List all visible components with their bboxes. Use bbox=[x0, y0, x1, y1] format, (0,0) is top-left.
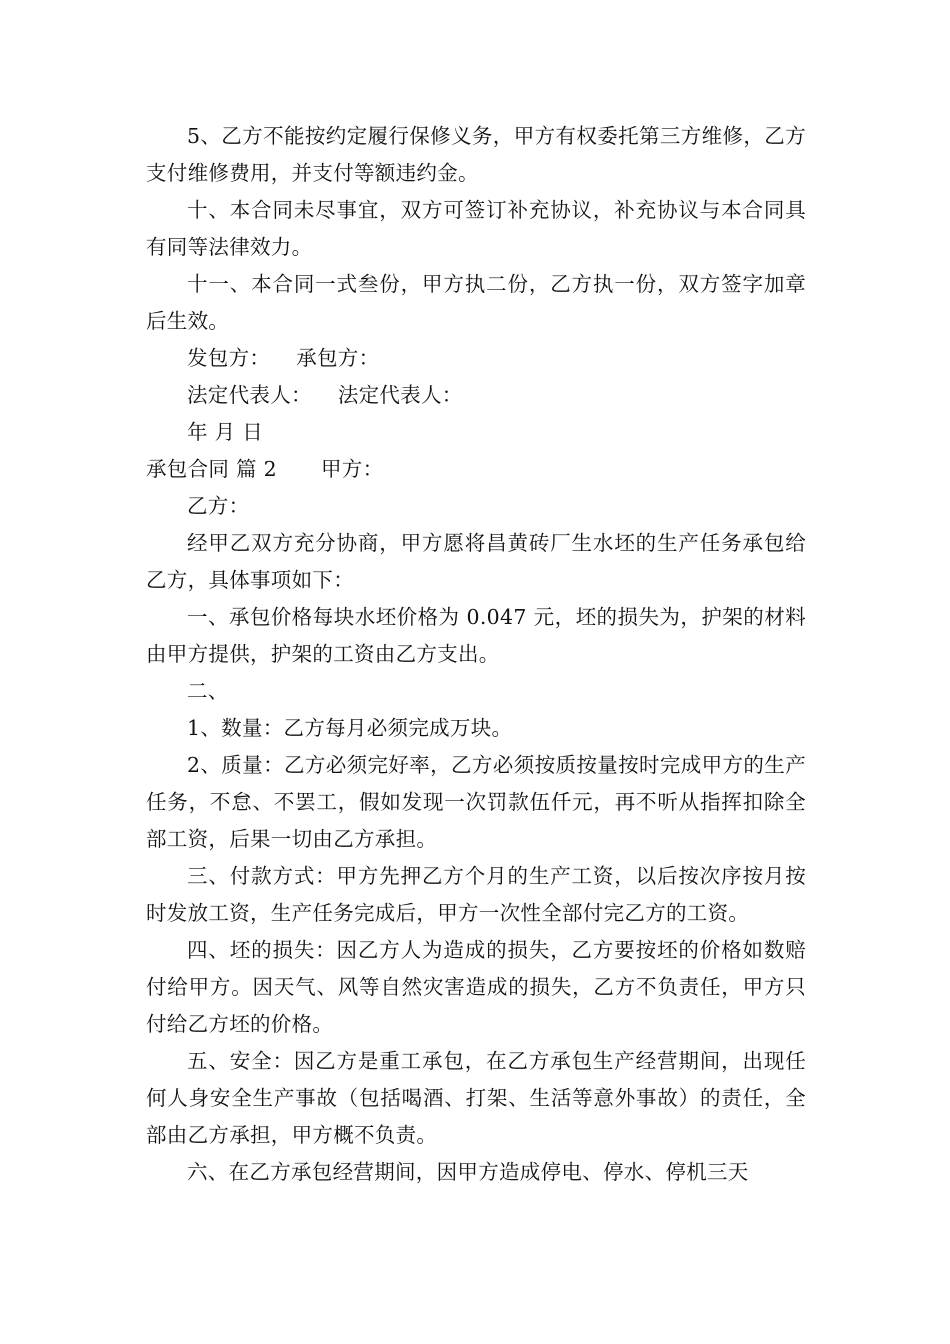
clause-10-supplementary: 十、本合同未尽事宜，双方可签订补充协议，补充协议与本合同具有同等法律效力。 bbox=[146, 198, 806, 259]
party-a-signature-label: 发包方： bbox=[187, 346, 271, 370]
clause-3-payment: 三、付款方式：甲方先押乙方个月的生产工资，以后按次序按月按时发放工资，生产任务完成后，甲方一次性全部付完乙方的工资。 bbox=[146, 864, 806, 925]
clause-11-copies: 十一、本合同一式叁份，甲方执二份，乙方执一份，双方签字加章后生效。 bbox=[146, 272, 806, 333]
clause-1-price: 一、承包价格每块水坯价格为 0.047 元，坯的损失为，护架的材料由甲方提供，护架的工资由乙方支出。 bbox=[146, 605, 806, 666]
clause-2-2-quality: 2、质量：乙方必须完好率，乙方必须按质按量按时完成甲方的生产任务，不怠、不罢工，假如发现一次罚款伍仟元，再不听从指挥扣除全部工资，后果一切由乙方承担。 bbox=[146, 753, 806, 851]
clause-6-outage: 六、在乙方承包经营期间，因甲方造成停电、停水、停机三天 bbox=[187, 1160, 749, 1184]
clause-2-1-quantity: 1、数量：乙方每月必须完成万块。 bbox=[187, 716, 513, 740]
document-body bbox=[146, 118, 806, 1191]
party-b-signature-label: 承包方： bbox=[296, 346, 380, 370]
clause-5-safety: 五、安全：因乙方是重工承包，在乙方承包生产经营期间，出现任何人身安全生产事故（包括喝酒、打架、生活等意外事故）的责任，全部由乙方承担，甲方概不负责。 bbox=[146, 1049, 806, 1147]
signature-date-line: 年 月 日 bbox=[187, 420, 264, 444]
party-a-label: 甲方： bbox=[320, 457, 384, 481]
contract-2-heading: 承包合同 篇 2 bbox=[146, 457, 277, 481]
party-b-line: 乙方： bbox=[187, 494, 250, 518]
contract-2-heading-line bbox=[146, 451, 806, 488]
clause-2-heading: 二、 bbox=[187, 679, 229, 703]
signature-representatives-line bbox=[146, 377, 806, 414]
rep-b-label: 法定代表人： bbox=[337, 383, 463, 407]
signature-parties-line bbox=[146, 340, 806, 377]
clause-4-loss: 四、坯的损失：因乙方人为造成的损失，乙方要按坯的价格如数赔付给甲方。因天气、风等自然灾害造成的损失，乙方不负责任，甲方只付给乙方坯的价格。 bbox=[146, 938, 806, 1036]
rep-a-label: 法定代表人： bbox=[187, 383, 312, 407]
clause-5-warranty: 5、乙方不能按约定履行保修义务，甲方有权委托第三方维修，乙方支付维修费用，并支付等额违约金。 bbox=[146, 124, 806, 185]
contract-2-intro: 经甲乙双方充分协商，甲方愿将昌黄砖厂生水坯的生产任务承包给乙方，具体事项如下： bbox=[146, 531, 806, 592]
